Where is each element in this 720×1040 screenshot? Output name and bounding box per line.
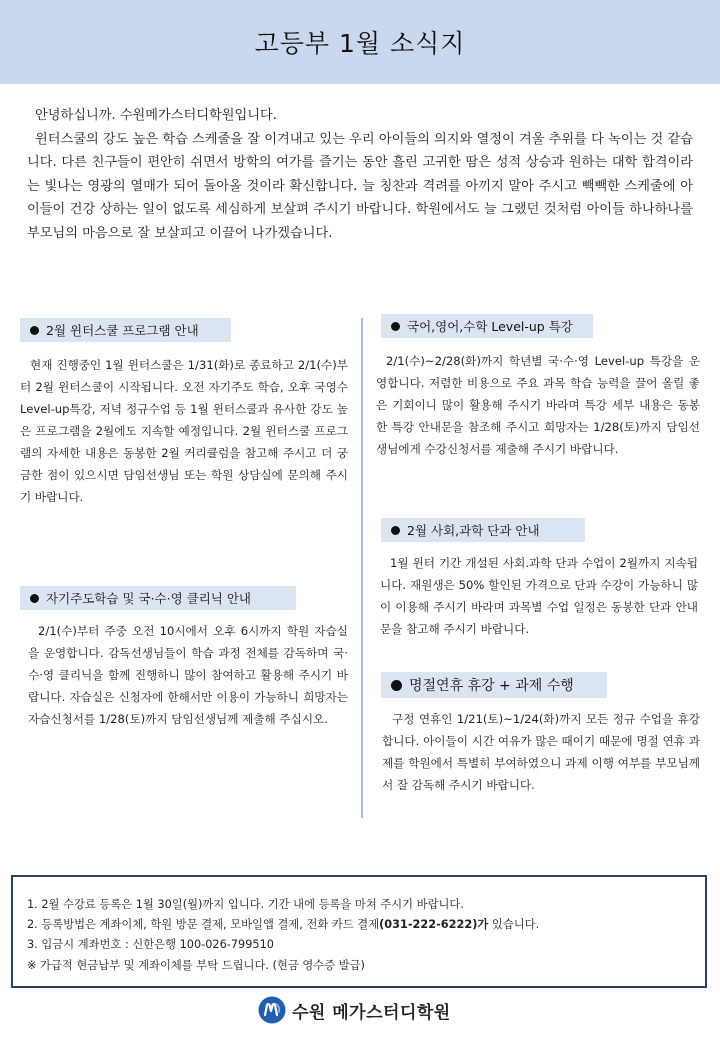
intro-greeting: 안녕하십니까. 수원메가스터디학원입니다. <box>35 108 277 123</box>
notice-line-2-text: 2. 등록방법은 계좌이체, 학원 방문 결제, 모바일앱 결제, 전화 카드 결제 <box>27 918 380 932</box>
newsletter-title: 고등부 1월 소식지 <box>254 29 466 58</box>
section-heading-clinic <box>20 586 296 610</box>
notice-line-2 <box>27 915 705 935</box>
section-heading-social-science <box>381 518 585 542</box>
megastudy-logo-icon <box>258 996 286 1024</box>
intro-letter <box>27 104 693 246</box>
section-text: 구정 연휴인 1/21(토)~1/24(화)까지 모든 정규 수업을 휴강합니다. 아이들이 시간 여유가 많은 때이기 때문에 명절 연휴 과제를 학원에서 특별히 부여하였으니 과제 이행 여부를 부모님께서 잘 감독해 주시기 바랍니다. <box>382 712 700 792</box>
section-heading-label: 2월 사회,과학 단과 안내 <box>407 523 540 538</box>
notice-line-3: 3. 입금시 계좌번호 : 신한은행 100-026-799510 <box>27 938 274 952</box>
academy-logo <box>258 994 451 1026</box>
bullet-icon <box>30 326 39 335</box>
section-body-winter-school <box>20 354 348 508</box>
section-heading-holiday <box>381 672 607 698</box>
payment-notice-box <box>11 875 707 988</box>
notice-line-4: ※ 가급적 현금납부 및 계좌이체를 부탁 드립니다. (현금 영수증 발급) <box>27 958 365 972</box>
section-heading-label: 국어,영어,수학 Level-up 특강 <box>407 319 573 334</box>
notice-line-1: 1. 2월 수강료 등록은 1월 30일(월)까지 입니다. 기간 내에 등록을 마쳐 주시기 바랍니다. <box>27 898 464 911</box>
section-heading-label: 자기주도학습 및 국·수·영 클리닉 안내 <box>46 591 251 606</box>
section-body-clinic <box>28 620 348 730</box>
bullet-icon <box>30 594 39 603</box>
section-text: 2/1(수)~2/28(화)까지 학년별 국·수·영 Level-up 특강을 운영합니다. 저렴한 비용으로 주요 과목 학습 능력을 끌어 올릴 좋은 기회이니 많이 활용해 주시기 바라며 특강 세부 내용은 동봉한 특강 안내문을 참조해 주시고 희망자는 1/28(토)까지 담임선생님에게 수강신청서를 제출해 주시기 바랍니다. <box>376 354 700 456</box>
phone-number: (031-222-6222)가 <box>379 918 489 932</box>
section-body-social-science <box>380 552 698 640</box>
section-heading-label: 명절연휴 휴강 + 과제 수행 <box>409 678 574 694</box>
section-text: 현재 진행중인 1월 윈터스쿨은 1/31(화)로 종료하고 2/1(수)부터 2월 윈터스쿨이 시작됩니다. 오전 자기주도 학습, 오후 국영수 Level-up특강, 저녁 정규수업 등 1월 윈터스쿨과 유사한 강도 높은 프로그램을 2월에도 지속할 예정입니다. 2월 윈터스쿨 프로그램의 자세한 내용은 동봉한 2월 커리큘럼을 참고해 주시고 더 궁금한 점이 있으시면 담임선생님 또는 학원 상담실에 문의해 주시기 바랍니다. <box>20 358 348 504</box>
section-body-levelup <box>376 350 700 460</box>
bullet-icon <box>391 680 402 691</box>
section-body-holiday <box>382 708 700 796</box>
academy-name: 수원 메가스터디학원 <box>292 1002 451 1023</box>
bullet-icon <box>391 526 400 535</box>
bullet-icon <box>391 322 400 331</box>
section-heading-label: 2월 윈터스쿨 프로그램 안내 <box>46 323 199 338</box>
section-text: 2/1(수)부터 주중 오전 10시에서 오후 6시까지 학원 자습실을 운영합니다. 감독선생님들이 학습 과정 전체를 감독하며 국·수·영 클리닉을 함께 진행하니 많이 참여하고 활용해 주시기 바랍니다. 자습실은 신청자에 한해서만 이용이 가능하니 희망자는 자습신청서를 1/28(토)까지 담임선생님께 제출해 주십시오. <box>28 624 348 726</box>
section-text: 1월 윈터 기간 개설된 사회.과학 단과 수업이 2월까지 지속됩니다. 재원생은 50% 할인된 가격으로 단과 수강이 가능하니 많이 이용해 주시기 바라며 과목별 수업 일정은 동봉한 단과 안내문을 참고해 주시기 바랍니다. <box>380 556 698 636</box>
intro-body: 윈터스쿨의 강도 높은 학습 스케줄을 잘 이겨내고 있는 우리 아이들의 의지와 열정이 겨울 추위를 다 녹이는 것 같습니다. 다른 친구들이 편안히 쉬면서 방학의 여가를 즐기는 동안 흘린 고귀한 땀은 성적 상승과 원하는 대학 합격이라는 빛나는 영광의 열매가 되어 돌아올 것이라 확신합니다. 늘 칭찬과 격려를 아끼지 말아 주시고 빽빽한 스케줄에 아이들이 건강 상하는 일이 없도록 세심하게 보살펴 주시기 바랍니다. 학원에서도 늘 그랬던 것처럼 아이들 하나하나를 부모님의 마음으로 잘 보살피고 이끌어 나가겠습니다. <box>27 131 693 241</box>
notice-line-2-suffix: 있습니다. <box>488 918 540 932</box>
title-bar <box>0 0 720 84</box>
column-divider <box>361 318 363 818</box>
section-heading-levelup <box>381 314 593 338</box>
section-heading-winter-school <box>20 318 231 342</box>
